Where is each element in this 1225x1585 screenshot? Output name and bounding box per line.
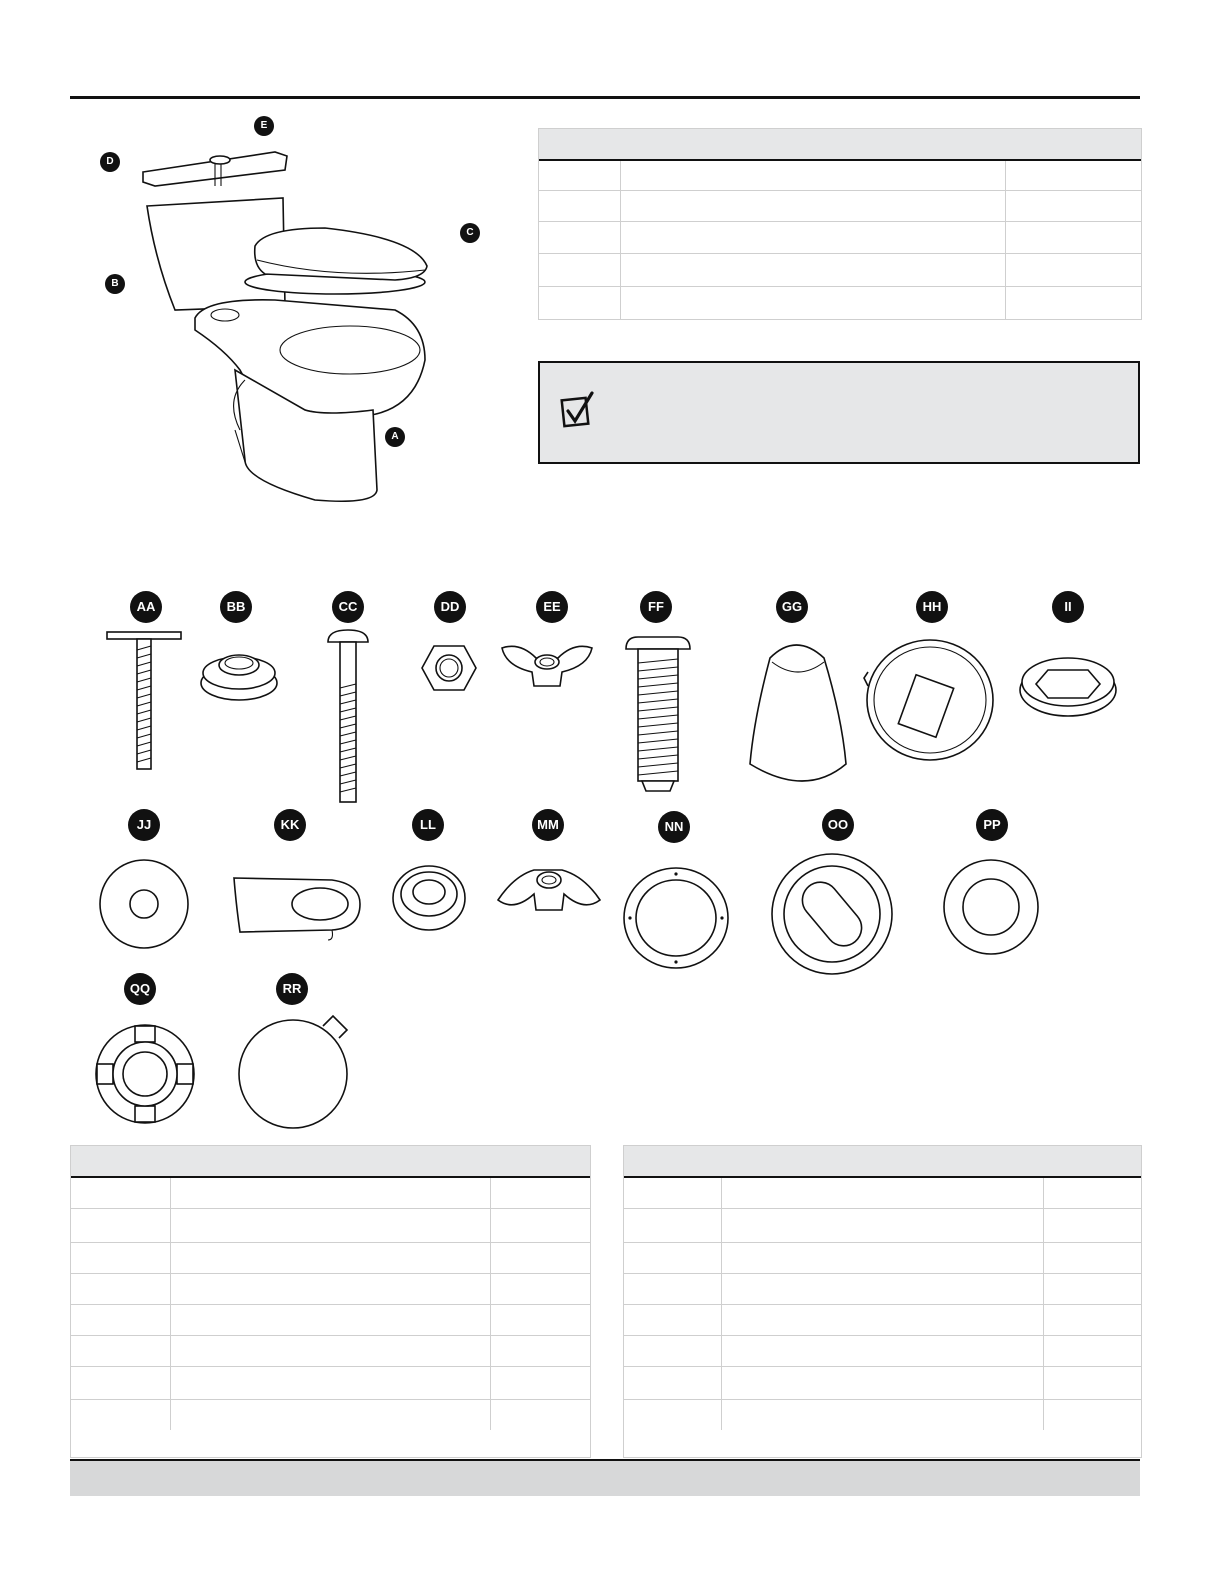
table-header-bar bbox=[71, 1146, 590, 1178]
hex-nut-dd-drawing bbox=[420, 644, 480, 694]
hardware-table-left bbox=[70, 1145, 591, 1458]
table-row bbox=[624, 1367, 1141, 1400]
gasket-qq-drawing bbox=[95, 1022, 199, 1126]
table-row bbox=[624, 1400, 1141, 1430]
callout-e: E bbox=[254, 116, 274, 136]
table-row bbox=[624, 1209, 1141, 1243]
table-row bbox=[539, 254, 1141, 287]
hardware-label-oo: OO bbox=[822, 809, 854, 841]
hardware-label-cc: CC bbox=[332, 591, 364, 623]
hardware-label-qq: QQ bbox=[124, 973, 156, 1005]
bolt-ff-drawing bbox=[624, 633, 694, 793]
callout-a: A bbox=[385, 427, 405, 447]
note-box bbox=[538, 361, 1140, 464]
wing-nut-ee-drawing bbox=[500, 640, 594, 694]
flapper-seal-hh-drawing bbox=[862, 636, 996, 762]
table-row bbox=[624, 1274, 1141, 1305]
hardware-label-kk: KK bbox=[274, 809, 306, 841]
table-row bbox=[624, 1243, 1141, 1274]
toilet-drawing bbox=[95, 110, 515, 510]
table-row bbox=[71, 1367, 590, 1400]
hardware-label-rr: RR bbox=[276, 973, 308, 1005]
table-row bbox=[624, 1305, 1141, 1336]
hardware-label-gg: GG bbox=[776, 591, 808, 623]
bolt-cc-drawing bbox=[324, 628, 374, 808]
table-row bbox=[71, 1178, 590, 1209]
hardware-label-ff: FF bbox=[640, 591, 672, 623]
washer-bb-drawing bbox=[199, 645, 281, 705]
washer-jj-drawing bbox=[98, 856, 192, 954]
table-header-bar bbox=[624, 1146, 1141, 1178]
checkbox-check-icon bbox=[560, 391, 600, 431]
flange-oo-drawing bbox=[770, 852, 894, 976]
hardware-label-dd: DD bbox=[434, 591, 466, 623]
hex-gasket-ii-drawing bbox=[1018, 652, 1118, 718]
footer-bar bbox=[70, 1459, 1140, 1496]
callout-b: B bbox=[105, 274, 125, 294]
table-row bbox=[71, 1243, 590, 1274]
table-row bbox=[71, 1336, 590, 1367]
table-row bbox=[71, 1305, 590, 1336]
package-contents-table bbox=[538, 128, 1142, 320]
callout-c: C bbox=[460, 223, 480, 243]
hardware-label-mm: MM bbox=[532, 809, 564, 841]
wing-nut-mm-drawing bbox=[494, 860, 604, 924]
hardware-label-aa: AA bbox=[130, 591, 162, 623]
hardware-label-pp: PP bbox=[976, 809, 1008, 841]
washer-ll-drawing bbox=[391, 862, 471, 932]
table-row bbox=[624, 1336, 1141, 1367]
table-header-bar bbox=[539, 129, 1141, 161]
table-row bbox=[624, 1178, 1141, 1209]
cap-gg-drawing bbox=[746, 638, 850, 788]
flapper-rr-drawing bbox=[235, 1014, 355, 1130]
bracket-kk-drawing bbox=[232, 874, 364, 944]
hardware-label-ee: EE bbox=[536, 591, 568, 623]
hardware-label-bb: BB bbox=[220, 591, 252, 623]
hardware-label-jj: JJ bbox=[128, 809, 160, 841]
table-row bbox=[71, 1274, 590, 1305]
hardware-label-hh: HH bbox=[916, 591, 948, 623]
callout-d: D bbox=[100, 152, 120, 172]
washer-pp-drawing bbox=[943, 857, 1043, 957]
table-row bbox=[539, 161, 1141, 191]
top-rule bbox=[70, 96, 1140, 99]
bolt-aa-drawing bbox=[105, 630, 185, 770]
table-row bbox=[539, 287, 1141, 319]
table-row bbox=[71, 1400, 590, 1430]
table-row bbox=[539, 222, 1141, 254]
toilet-assembly-illustration bbox=[95, 110, 515, 510]
ring-gasket-nn-drawing bbox=[622, 866, 732, 970]
table-row bbox=[539, 191, 1141, 222]
hardware-label-ll: LL bbox=[412, 809, 444, 841]
table-row bbox=[71, 1209, 590, 1243]
hardware-table-right bbox=[623, 1145, 1142, 1458]
hardware-label-ii: II bbox=[1052, 591, 1084, 623]
hardware-label-nn: NN bbox=[658, 811, 690, 843]
